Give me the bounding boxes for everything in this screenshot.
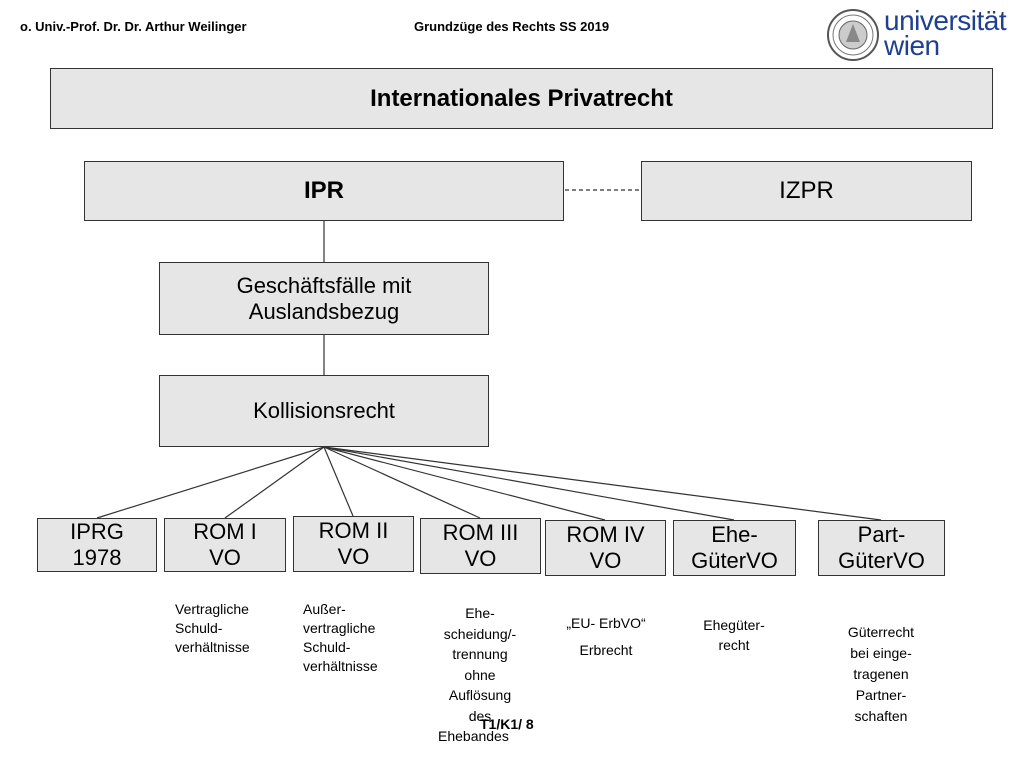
author-header: o. Univ.-Prof. Dr. Dr. Arthur Weilinger — [20, 19, 247, 34]
source-label-line1: Ehe- — [711, 522, 758, 547]
logo-line1: universität — [884, 5, 1007, 36]
izpr-label: IZPR — [779, 177, 834, 204]
source-label-line2: VO — [589, 548, 622, 573]
note-line: ohne — [464, 666, 496, 683]
note-line: Ehe- — [465, 605, 495, 621]
page-reference: T1/K1/ 8 — [480, 716, 534, 732]
note-line: schaften — [854, 708, 908, 724]
note-line: verhältnisse — [303, 658, 378, 674]
source-label-line1: IPRG — [70, 519, 124, 544]
source-box-iprg — [37, 518, 157, 572]
note-line: vertragliche — [303, 620, 376, 636]
source-label-line1: ROM II — [318, 518, 389, 543]
source-label-line1: ROM III — [442, 520, 519, 545]
note-line: recht — [718, 637, 750, 653]
note-rom-i — [175, 600, 250, 657]
note-line: trennung — [452, 646, 508, 662]
note-line: Partner- — [855, 687, 907, 703]
note-line: „EU- ErbVO“ — [566, 615, 646, 631]
note-line: Güterrecht — [847, 624, 915, 640]
source-box-ehegueter-vo — [673, 520, 796, 576]
note-line: bei einge- — [850, 645, 912, 661]
source-label-line2: VO — [464, 546, 497, 571]
note-partgueter — [831, 622, 931, 727]
note-line: Schuld- — [175, 620, 223, 636]
note-line: Erbrecht — [579, 642, 633, 658]
fan-connector-2 — [324, 447, 353, 516]
source-label-line2: VO — [337, 544, 370, 569]
fan-connector-5 — [324, 447, 734, 520]
source-label-line2: 1978 — [72, 545, 122, 570]
ipr-label: IPR — [303, 177, 344, 204]
note-line: scheidung/- — [443, 625, 517, 642]
note-line: Ehebandes — [438, 728, 509, 744]
note-line: Auflösung — [448, 687, 512, 703]
ipr-box — [84, 161, 564, 221]
fan-connector-0 — [97, 447, 324, 518]
source-label-line1: Part- — [857, 522, 906, 547]
source-label-line2: GüterVO — [691, 548, 778, 573]
note-line: verhältnisse — [175, 639, 250, 655]
source-label-line1: ROM I — [193, 519, 257, 544]
title-text: Internationales Privatrecht — [370, 84, 673, 112]
source-label-line2: GüterVO — [838, 548, 925, 573]
kollisionsrecht-label: Kollisionsrecht — [253, 398, 395, 423]
source-box-rom-ii — [293, 516, 414, 572]
izpr-box — [641, 161, 972, 221]
note-line: Außer- — [303, 601, 346, 617]
kollisionsrecht-box — [159, 375, 489, 447]
fan-connector-1 — [225, 447, 324, 518]
title-box — [50, 68, 993, 129]
note-line: des — [468, 707, 492, 724]
geschaeftsfaelle-box — [159, 262, 489, 335]
fan-connector-6 — [324, 447, 881, 520]
source-box-rom-i — [164, 518, 286, 572]
note-line: Vertragliche — [175, 601, 249, 617]
course-header: Grundzüge des Rechts SS 2019 — [414, 19, 610, 34]
note-line: tragenen — [853, 666, 909, 682]
logo-line2: wien — [884, 30, 940, 61]
source-box-rom-iv — [545, 520, 666, 576]
geschaeftsfaelle-line1: Geschäftsfälle mit — [236, 272, 412, 298]
note-rom-ii — [303, 600, 378, 676]
source-box-partgueter-vo — [818, 520, 945, 576]
note-rom-iv — [550, 610, 662, 664]
fan-connector-4 — [324, 447, 605, 520]
source-fan-connectors — [97, 447, 881, 520]
geschaeftsfaelle-line2: Auslandsbezug — [248, 298, 400, 324]
source-label-line2: VO — [209, 545, 241, 570]
note-line: Schuld- — [303, 639, 351, 655]
source-label-line1: ROM IV — [566, 522, 645, 547]
note-ehegueter — [684, 615, 784, 655]
note-line: Ehegüter- — [703, 617, 765, 633]
source-box-rom-iii — [420, 518, 541, 574]
